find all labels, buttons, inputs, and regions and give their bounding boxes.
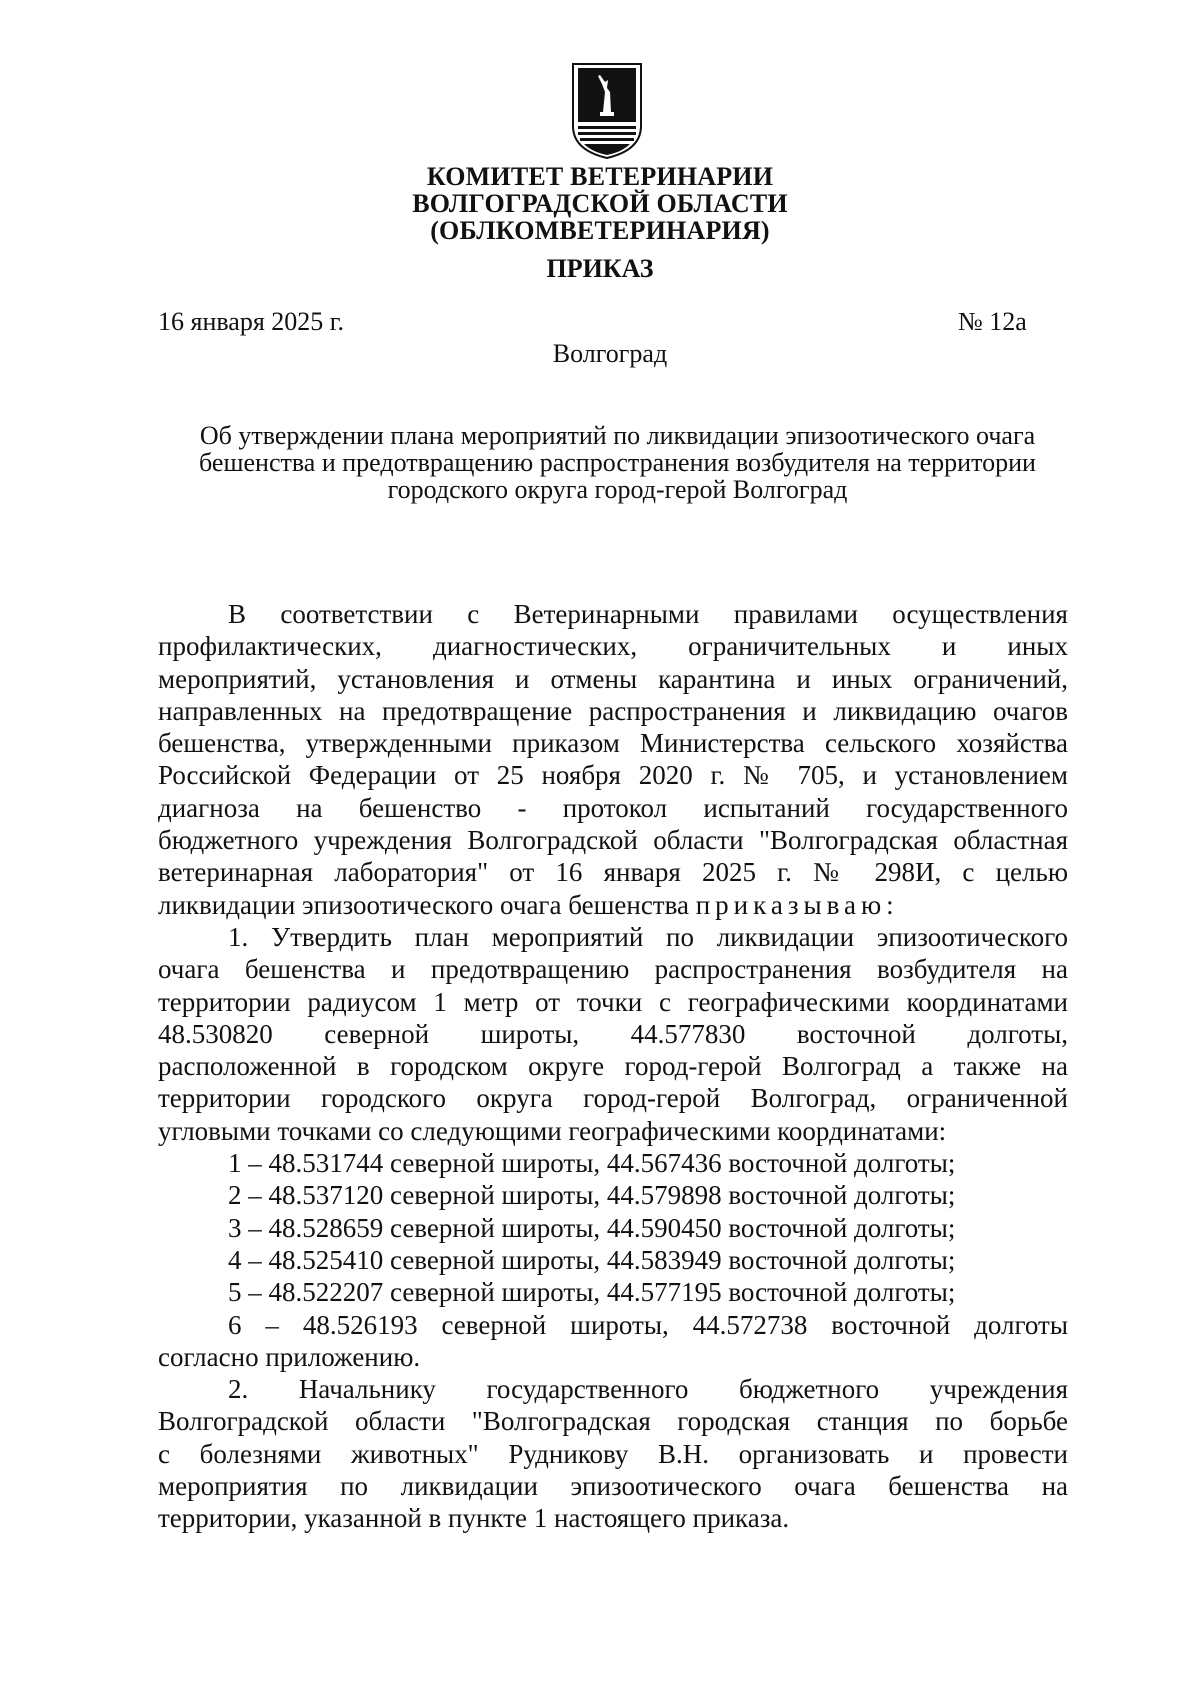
body-word: на (1041, 1471, 1068, 1502)
body-word: соответствии (280, 599, 433, 629)
subject-line: Об утверждении плана мероприятий по ликвидации эпизоотического очага (199, 421, 1036, 450)
body-line-start: ликвидации эпизоотического очага бешенства (158, 889, 689, 920)
body-word: диагностических, (432, 631, 638, 662)
document-subject (150, 422, 1085, 503)
subject-line: городского округа город-герой Волгоград (387, 475, 848, 504)
body-word: долготы, (967, 1018, 1068, 1049)
document-date: 16 января 2025 г. (158, 307, 345, 336)
body-line: территории городского округа город-герой Волгоград, ограниченной (158, 1083, 1068, 1114)
body-word: бешенства (888, 1471, 1010, 1502)
body-word: В (228, 599, 247, 629)
org-name-line: ВОЛГОГРАДСКОЙ ОБЛАСТИ (412, 189, 788, 218)
body-word: бюджетного (738, 1374, 880, 1405)
document-city: Волгоград (552, 339, 668, 368)
body-line: 1. Утвердить план мероприятий по ликвидации эпизоотического (228, 921, 1068, 952)
body-word: государственного (486, 1374, 689, 1405)
body-word: иных (1007, 631, 1068, 662)
body-word: по (340, 1471, 369, 1502)
body-line: направленных на предотвращение распространения и ликвидацию очагов (158, 695, 1068, 726)
body-word: на (296, 792, 323, 823)
coordinate-item: 2 – 48.537120 северной широты, 44.579898 восточной долготы; (228, 1180, 956, 1211)
body-word: бешенство (358, 792, 482, 823)
body-line: мероприятий, установления и отмены карантина и иных ограничений, (158, 663, 1068, 694)
body-word: и (941, 631, 957, 662)
volgograd-coat-of-arms-icon (570, 62, 644, 160)
coordinate-item: 3 – 48.528659 северной широты, 44.590450 восточной долготы; (228, 1212, 956, 1243)
body-line: расположенной в городском округе город-герой Волгоград а также на (158, 1051, 1068, 1082)
body-word: Ветеринарными (513, 599, 700, 629)
body-word: испытаний (703, 792, 830, 823)
org-name-line: КОМИТЕТ ВЕТЕРИНАРИИ (426, 162, 774, 191)
body-line: с болезнями животных" Рудникову В.Н. организовать и провести (158, 1438, 1068, 1469)
document-body (158, 598, 1068, 1535)
body-line (158, 1018, 1068, 1050)
body-word: с (467, 599, 480, 629)
body-line: очага бешенства и предотвращению распространения возбудителя на (158, 954, 1068, 985)
subject-line: бешенства и предотвращению распространения возбудителя на территории (199, 448, 1036, 477)
body-word: правилами (733, 599, 858, 629)
document-number: № 12а (958, 307, 1027, 336)
body-word: широты, (480, 1018, 580, 1049)
body-word: мероприятия (158, 1471, 308, 1502)
body-line (158, 1470, 1068, 1502)
body-word: ликвидации (400, 1471, 538, 1502)
body-word: профилактических, (158, 631, 382, 662)
body-line (158, 630, 1068, 662)
body-word: учреждения (929, 1374, 1068, 1405)
coordinate-item: 1 – 48.531744 северной широты, 44.567436 восточной долготы; (228, 1148, 956, 1179)
body-line (158, 1373, 1068, 1405)
order-keyword: приказываю: (695, 889, 899, 920)
body-word: диагноза (158, 792, 260, 823)
coordinate-item: 4 – 48.525410 северной широты, 44.583949 восточной долготы; (228, 1244, 956, 1275)
body-word: осуществления (892, 599, 1068, 629)
body-word: Начальнику (298, 1374, 436, 1405)
coordinate-item: 6 – 48.526193 северной широты, 44.572738 восточной долготы (228, 1309, 1068, 1340)
body-word: протокол (562, 792, 668, 823)
body-word: очага (794, 1471, 856, 1502)
body-line: согласно приложению. (158, 1341, 421, 1372)
body-word: ограничительных (688, 631, 891, 662)
body-line: Волгоградской области "Волгоградская городская станция по борьбе (158, 1406, 1068, 1437)
body-line (158, 598, 1068, 630)
body-line: ветеринарная лаборатория" от 16 января 2025 г. № 298И, с целью (158, 857, 1068, 888)
coordinate-item: 5 – 48.522207 северной широты, 44.577195 восточной долготы; (228, 1277, 956, 1308)
org-name-line: (ОБЛКОМВЕТЕРИНАРИЯ) (430, 216, 770, 245)
body-line: территории, указанной в пункте 1 настоящего приказа. (158, 1503, 790, 1534)
body-word: эпизоотического (570, 1471, 762, 1502)
organization-name (300, 163, 900, 244)
body-line: бюджетного учреждения Волгоградской области "Волгоградская областная (158, 825, 1068, 856)
body-line: территории радиусом 1 метр от точки с географическими координатами (158, 986, 1068, 1017)
body-word: восточной (796, 1018, 916, 1049)
body-word: государственного (866, 792, 1068, 823)
body-line (158, 889, 1068, 921)
body-word: северной (324, 1018, 430, 1049)
body-word: 2. (228, 1374, 249, 1405)
body-word: - (517, 792, 527, 823)
body-line (158, 792, 1068, 824)
body-line: угловыми точками со следующими географическими координатами: (158, 1115, 947, 1146)
body-line: бешенства, утвержденными приказом Министерства сельского хозяйства (158, 728, 1068, 759)
body-word: 44.577830 (630, 1018, 746, 1049)
body-word: 48.530820 (158, 1018, 273, 1049)
document-type: ПРИКАЗ (546, 254, 654, 283)
body-line: Российской Федерации от 25 ноября 2020 г. № 705, и установлением (158, 760, 1068, 791)
